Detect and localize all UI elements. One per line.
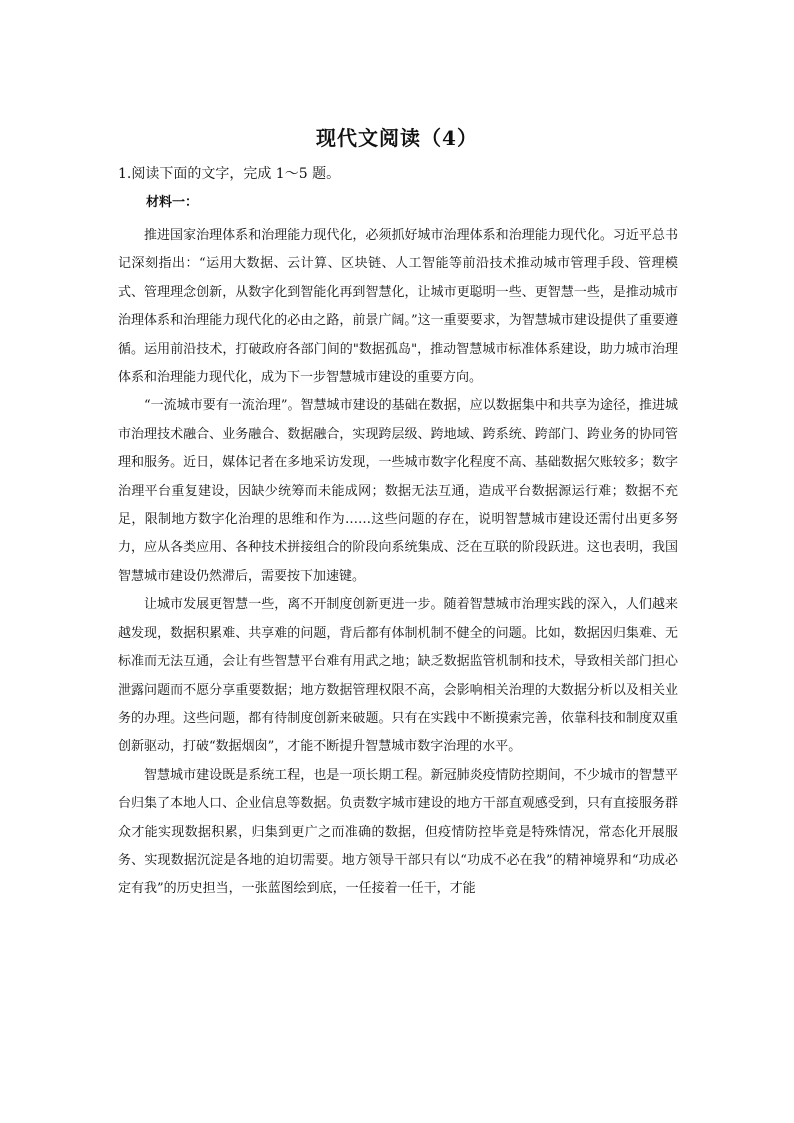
paragraph-2: “一流城市要有一流治理”。智慧城市建设的基础在数据，应以数据集中和共享为途径，推进城市治理技术融合、业务融合、数据融合，实现跨层级、跨地域、跨系统、跨部门、跨业务的协同管理和服务。近日，媒体记者在多地采访发现，一些城市数字化程度不高、基础数据欠账较多；数字治理平台重复建设，因缺少统筹而未能成网；数据无法互通，造成平台数据源运行难；数据不充足，限制地方数字化治理的思维和作为……这些问题的存在，说明智慧城市建设还需付出更多努力，应从各类应用、各种技术拼接组合的阶段向系统集成、泛在互联的阶段跃进。这也表明，我国智慧城市建设仍然滞后，需要按下加速键。 [118,398,678,584]
document-title: 现代文阅读（4） [316,126,478,150]
material-label: 材料一： [146,195,199,210]
question-instruction: 1.阅读下面的文字，完成 1～5 题。 [118,166,341,182]
paragraph-3: 让城市发展更智慧一些，离不开制度创新更进一步。随着智慧城市治理实践的深入，人们越来越发现，数据积累难、共享难的问题，背后都有体制机制不健全的问题。比如，数据因归集难、无标准而无法互通，会让有些智慧平台难有用武之地；缺乏数据监管机制和技术，导致相关部门担心泄露问题而不愿分享重要数据；地方数据管理权限不高，会影响相关治理的大数据分析以及相关业务的办理。这些问题，都有待制度创新来破题。只有在实践中不断摸索完善，依靠科技和制度双重创新驱动，打破“数据烟囱”，才能不断提升智慧城市数字治理的水平。 [118,597,678,755]
paragraph-1: 推进国家治理体系和治理能力现代化，必须抓好城市治理体系和治理能力现代化。习近平总书记深刻指出：“运用大数据、云计算、区块链、人工智能等前沿技术推动城市管理手段、管理模式、管理理念创新，从数字化到智能化再到智慧化，让城市更聪明一些、更智慧一些，是推动城市治理体系和治理能力现代化的必由之路，前景广阔。”这一重要要求，为智慧城市建设提供了重要遵循。运用前沿技术，打破政府各部门间的"数据孤岛"，推动智慧城市标准体系建设，助力城市治理体系和治理能力现代化，成为下一步智慧城市建设的重要方向。 [118,228,678,386]
article-body [118,222,678,904]
paragraph-4: 智慧城市建设既是系统工程，也是一项长期工程。新冠肺炎疫情防控期间，不少城市的智慧平台归集了本地人口、企业信息等数据。负责数字城市建设的地方干部直观感受到，只有直接服务群众才能实现数据积累，归集到更广之而准确的数据，但疫情防控毕竟是特殊情况，常态化开展服务、实现数据沉淀是各地的迫切需要。地方领导干部只有以“功成不必在我”的精神境界和“功成必定有我”的历史担当，一张蓝图绘到底，一任接着一任干，才能 [118,767,678,897]
